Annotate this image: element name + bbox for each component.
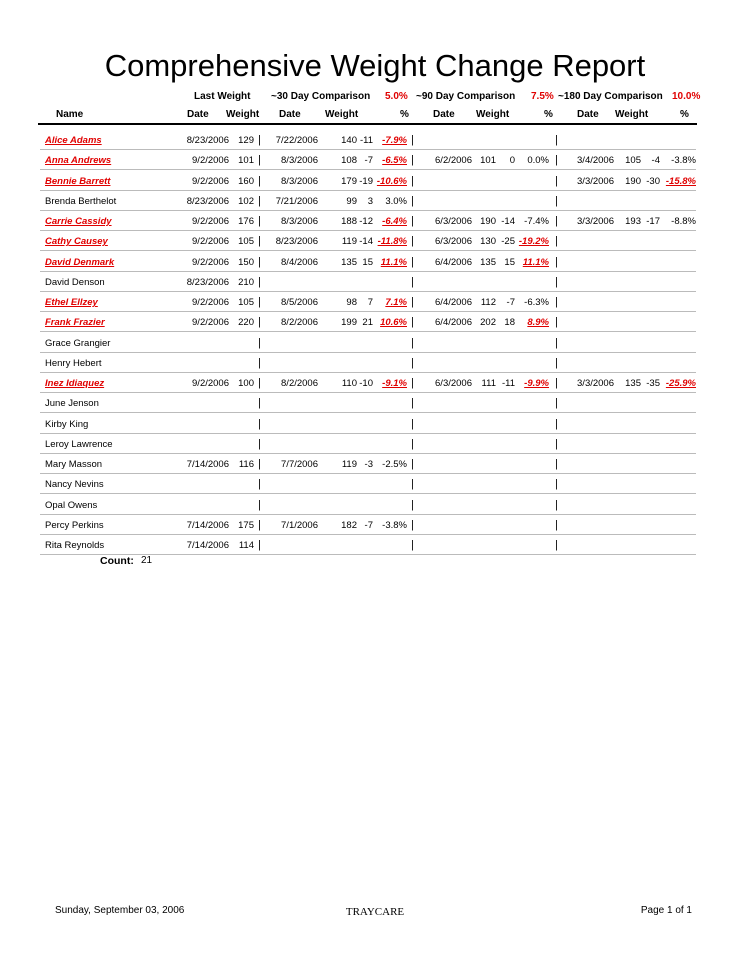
day90-change: -14 <box>501 216 515 227</box>
report-title: Comprehensive Weight Change Report <box>104 48 646 83</box>
resident-name: Leroy Lawrence <box>45 438 113 450</box>
last-weight-value: 150 <box>238 256 254 268</box>
resident-name: David Denson <box>45 276 105 288</box>
column-separator: | <box>258 275 261 288</box>
column-separator: | <box>555 134 558 146</box>
day30-percent: -9.1% <box>382 378 407 389</box>
day30-date: 8/5/2006 <box>281 297 318 308</box>
day180-change: -30 <box>646 175 660 187</box>
last-weight-date: 9/2/2006 <box>192 256 229 268</box>
last-weight-value: 105 <box>238 236 254 248</box>
column-separator: | <box>258 174 261 187</box>
resident-name[interactable]: Frank Frazier <box>45 317 105 329</box>
table-row <box>0 292 750 312</box>
resident-name: Opal Owens <box>45 499 98 511</box>
column-separator: | <box>411 134 414 146</box>
column-separator: | <box>411 235 414 248</box>
day30-date: 8/2/2006 <box>281 378 318 389</box>
column-separator: | <box>411 377 414 389</box>
last-weight-value: 100 <box>238 378 254 389</box>
count-label: Count: <box>100 555 134 567</box>
day90-weight: 135 <box>480 256 496 268</box>
header-90-day: ~90 Day Comparison <box>416 91 516 102</box>
last-weight-value: 116 <box>238 459 254 470</box>
col-last-weight: Weight <box>226 109 260 120</box>
column-separator: | <box>258 154 261 167</box>
day90-date: 6/3/2006 <box>435 216 472 227</box>
column-separator: | <box>258 478 261 491</box>
day30-date: 8/4/2006 <box>281 256 318 268</box>
day90-change: 15 <box>504 256 515 268</box>
day180-date: 3/3/2006 <box>577 216 614 227</box>
footer-org: TRAYCARE <box>345 906 405 918</box>
column-separator: | <box>411 275 414 288</box>
column-separator: | <box>411 174 414 187</box>
col-90-weight: Weight <box>476 109 510 120</box>
resident-name: Brenda Berthelot <box>45 195 117 207</box>
col-30-date: Date <box>279 109 301 120</box>
day30-percent: -3.8% <box>382 519 407 531</box>
table-row <box>0 434 750 454</box>
table-row <box>0 535 750 555</box>
day30-percent: 11.1% <box>380 256 407 268</box>
column-separator: | <box>555 255 558 268</box>
column-separator: | <box>555 417 558 430</box>
count-value: 21 <box>141 555 153 566</box>
table-row <box>0 333 750 353</box>
last-weight-value: 114 <box>238 540 254 551</box>
day30-date: 8/3/2006 <box>281 155 318 167</box>
day30-percent: -11.8% <box>377 236 407 248</box>
column-separator: | <box>258 356 261 369</box>
day180-change: -35 <box>646 378 660 389</box>
column-separator: | <box>555 275 558 288</box>
table-row <box>0 353 750 373</box>
resident-name: Kirby King <box>45 418 89 430</box>
day30-weight: 119 <box>341 236 357 248</box>
column-separator: | <box>411 518 414 531</box>
last-weight-date: 9/2/2006 <box>192 317 229 329</box>
column-separator: | <box>555 174 558 187</box>
table-row <box>0 373 750 393</box>
day90-percent: -9.9% <box>524 378 549 389</box>
column-separator: | <box>555 356 558 369</box>
day90-weight: 130 <box>480 236 496 248</box>
last-weight-date: 7/14/2006 <box>186 540 229 551</box>
day30-change: -12 <box>359 216 373 227</box>
day90-change: 18 <box>504 317 515 329</box>
day180-date: 3/3/2006 <box>577 378 614 389</box>
last-weight-date: 8/23/2006 <box>186 276 229 288</box>
day30-change: -11 <box>359 135 373 146</box>
column-separator: | <box>258 417 261 430</box>
last-weight-value: 175 <box>238 519 254 531</box>
resident-name[interactable]: David Denmark <box>45 256 115 268</box>
column-separator: | <box>411 417 414 430</box>
resident-name: Mary Masson <box>45 459 103 470</box>
last-weight-date: 7/14/2006 <box>186 519 229 531</box>
last-weight-value: 220 <box>238 317 254 329</box>
column-separator: | <box>258 539 261 551</box>
column-separator: | <box>258 316 261 329</box>
column-separator: | <box>258 437 261 450</box>
day180-weight: 105 <box>625 155 641 167</box>
day90-date: 6/4/2006 <box>435 256 472 268</box>
column-separator: | <box>555 518 558 531</box>
day180-weight: 193 <box>625 216 641 227</box>
last-weight-value: 160 <box>238 175 254 187</box>
day90-percent: 0.0% <box>527 155 549 167</box>
column-separator: | <box>258 498 261 511</box>
col-30-percent: % <box>400 109 409 120</box>
day90-weight: 190 <box>480 216 496 227</box>
day90-change: -25 <box>501 236 515 248</box>
day180-weight: 190 <box>625 175 641 187</box>
day180-date: 3/3/2006 <box>577 175 614 187</box>
day30-weight: 108 <box>341 155 357 167</box>
resident-name[interactable]: Bennie Barrett <box>45 175 111 187</box>
table-row <box>0 272 750 292</box>
day30-date: 8/2/2006 <box>281 317 318 329</box>
resident-name: Percy Perkins <box>45 519 104 531</box>
column-separator: | <box>555 215 558 227</box>
table-row <box>0 515 750 535</box>
day90-date: 6/4/2006 <box>435 297 472 308</box>
table-row <box>0 231 750 251</box>
last-weight-date: 7/14/2006 <box>186 459 229 470</box>
column-separator: | <box>411 437 414 450</box>
resident-name[interactable]: Inez Idiaquez <box>45 378 105 389</box>
day90-change: -7 <box>506 297 515 308</box>
table-row <box>0 312 750 332</box>
column-separator: | <box>258 458 261 470</box>
day90-percent: -7.4% <box>524 216 549 227</box>
column-separator: | <box>555 154 558 167</box>
day30-change: -19 <box>359 175 373 187</box>
resident-name[interactable]: Carrie Cassidy <box>45 216 112 227</box>
column-separator: | <box>411 194 414 207</box>
column-separator: | <box>258 397 261 410</box>
day30-change: 21 <box>362 317 373 329</box>
day90-weight: 202 <box>480 317 496 329</box>
column-separator: | <box>555 194 558 207</box>
col-90-date: Date <box>433 109 455 120</box>
last-weight-date: 9/2/2006 <box>192 216 229 227</box>
header-30-day-threshold: 5.0% <box>385 91 408 102</box>
column-separator: | <box>555 235 558 248</box>
day30-date: 8/3/2006 <box>281 216 318 227</box>
day30-percent: -6.5% <box>382 155 407 167</box>
column-separator: | <box>555 316 558 329</box>
column-separator: | <box>411 539 414 551</box>
day90-weight: 111 <box>481 378 496 389</box>
day90-percent: 11.1% <box>522 256 549 268</box>
row-divider <box>40 554 696 555</box>
last-weight-value: 176 <box>238 216 254 227</box>
day180-change: -4 <box>651 155 660 167</box>
day90-percent: -6.3% <box>524 297 549 308</box>
column-separator: | <box>555 458 558 470</box>
column-separator: | <box>411 215 414 227</box>
column-separator: | <box>411 316 414 329</box>
day90-date: 6/4/2006 <box>435 317 472 329</box>
col-180-date: Date <box>577 109 599 120</box>
column-separator: | <box>555 498 558 511</box>
day30-percent: -6.4% <box>382 216 407 227</box>
last-weight-date: 9/2/2006 <box>192 236 229 248</box>
last-weight-date: 9/2/2006 <box>192 297 229 308</box>
table-row <box>0 191 750 211</box>
header-180-day: ~180 Day Comparison <box>558 91 663 102</box>
last-weight-date: 9/2/2006 <box>192 155 229 167</box>
day30-percent: -7.9% <box>382 135 407 146</box>
col-name: Name <box>56 109 84 120</box>
resident-name: June Jenson <box>45 398 99 410</box>
column-separator: | <box>555 437 558 450</box>
table-row <box>0 474 750 494</box>
day90-change: 0 <box>509 155 515 167</box>
column-separator: | <box>411 255 414 268</box>
day30-date: 7/7/2006 <box>281 459 318 470</box>
day30-change: -7 <box>364 155 373 167</box>
col-last-date: Date <box>187 109 209 120</box>
day30-weight: 99 <box>346 195 357 207</box>
header-last-weight: Last Weight <box>194 91 251 102</box>
day30-change: 15 <box>362 256 373 268</box>
day30-change: 3 <box>367 195 373 207</box>
last-weight-date: 9/2/2006 <box>192 175 229 187</box>
last-weight-value: 129 <box>238 135 254 146</box>
table-row <box>0 211 750 231</box>
column-separator: | <box>258 336 261 349</box>
resident-name: Grace Grangier <box>45 337 111 349</box>
column-separator: | <box>258 296 261 308</box>
resident-name: Henry Hebert <box>45 357 102 369</box>
col-90-percent: % <box>544 109 553 120</box>
day30-percent: 7.1% <box>385 297 407 308</box>
resident-name: Nancy Nevins <box>45 479 104 491</box>
day180-percent: -25.9% <box>665 378 696 389</box>
col-180-percent: % <box>680 109 689 120</box>
table-row <box>0 252 750 272</box>
day180-change: -17 <box>646 216 660 227</box>
footer-page: Page 1 of 1 <box>640 905 692 916</box>
column-separator: | <box>411 397 414 410</box>
column-separator: | <box>411 498 414 511</box>
day180-weight: 135 <box>625 378 641 389</box>
day30-date: 8/23/2006 <box>275 236 318 248</box>
day30-change: -7 <box>364 519 373 531</box>
header-90-day-threshold: 7.5% <box>531 91 554 102</box>
day30-percent: 3.0% <box>385 195 407 207</box>
column-separator: | <box>258 377 261 389</box>
footer-date: Sunday, September 03, 2006 <box>55 905 185 916</box>
header-rule <box>38 123 697 125</box>
day30-weight: 98 <box>346 297 357 308</box>
table-row <box>0 414 750 434</box>
column-separator: | <box>258 518 261 531</box>
col-30-weight: Weight <box>325 109 359 120</box>
day90-date: 6/3/2006 <box>435 378 472 389</box>
column-separator: | <box>555 377 558 389</box>
day30-weight: 135 <box>341 256 357 268</box>
day90-change: -11 <box>501 378 515 389</box>
day180-percent: -3.8% <box>671 155 696 167</box>
column-separator: | <box>555 336 558 349</box>
day30-weight: 119 <box>341 459 357 470</box>
day30-change: -14 <box>359 236 373 248</box>
column-separator: | <box>555 397 558 410</box>
day180-percent: -15.8% <box>665 175 696 187</box>
column-separator: | <box>555 539 558 551</box>
column-separator: | <box>411 458 414 470</box>
resident-name[interactable]: Anna Andrews <box>45 155 112 167</box>
column-separator: | <box>411 356 414 369</box>
day90-percent: -19.2% <box>518 236 549 248</box>
column-separator: | <box>411 478 414 491</box>
last-weight-date: 8/23/2006 <box>186 135 229 146</box>
day90-date: 6/3/2006 <box>435 236 472 248</box>
table-row <box>0 495 750 515</box>
column-separator: | <box>258 255 261 268</box>
day180-percent: -8.8% <box>671 216 696 227</box>
column-separator: | <box>411 336 414 349</box>
day30-percent: -2.5% <box>382 459 407 470</box>
col-180-weight: Weight <box>615 109 649 120</box>
column-separator: | <box>258 134 261 146</box>
table-row <box>0 393 750 413</box>
day30-weight: 140 <box>341 135 357 146</box>
day30-weight: 110 <box>341 378 357 389</box>
last-weight-date: 8/23/2006 <box>186 195 229 207</box>
last-weight-date: 9/2/2006 <box>192 378 229 389</box>
day30-weight: 199 <box>341 317 357 329</box>
day30-date: 7/21/2006 <box>275 195 318 207</box>
table-row <box>0 171 750 191</box>
last-weight-value: 105 <box>238 297 254 308</box>
day30-change: -3 <box>364 459 373 470</box>
day180-date: 3/4/2006 <box>577 155 614 167</box>
resident-name[interactable]: Cathy Causey <box>45 236 108 248</box>
day30-date: 7/1/2006 <box>281 519 318 531</box>
day90-weight: 112 <box>480 297 496 308</box>
table-row <box>0 454 750 474</box>
day30-change: -10 <box>359 378 373 389</box>
column-separator: | <box>411 296 414 308</box>
resident-name: Rita Reynolds <box>45 540 105 551</box>
column-separator: | <box>555 296 558 308</box>
header-30-day: ~30 Day Comparison <box>271 91 371 102</box>
day30-weight: 179 <box>341 175 357 187</box>
column-separator: | <box>258 235 261 248</box>
resident-name[interactable]: Ethel Ellzey <box>45 297 98 308</box>
day90-percent: 8.9% <box>527 317 549 329</box>
column-separator: | <box>258 194 261 207</box>
day90-weight: 101 <box>480 155 496 167</box>
day30-percent: -10.6% <box>376 175 407 187</box>
day30-date: 8/3/2006 <box>281 175 318 187</box>
table-row <box>0 150 750 170</box>
day30-weight: 182 <box>341 519 357 531</box>
last-weight-value: 102 <box>238 195 254 207</box>
resident-name[interactable]: Alice Adams <box>45 135 102 146</box>
day30-date: 7/22/2006 <box>275 135 318 146</box>
column-separator: | <box>258 215 261 227</box>
column-separator: | <box>555 478 558 491</box>
day30-change: 7 <box>367 297 373 308</box>
column-separator: | <box>411 154 414 167</box>
last-weight-value: 101 <box>238 155 254 167</box>
day30-weight: 188 <box>341 216 357 227</box>
last-weight-value: 210 <box>238 276 254 288</box>
header-180-day-threshold: 10.0% <box>672 91 701 102</box>
table-row <box>0 130 750 150</box>
day90-date: 6/2/2006 <box>435 155 472 167</box>
day30-percent: 10.6% <box>380 317 407 329</box>
